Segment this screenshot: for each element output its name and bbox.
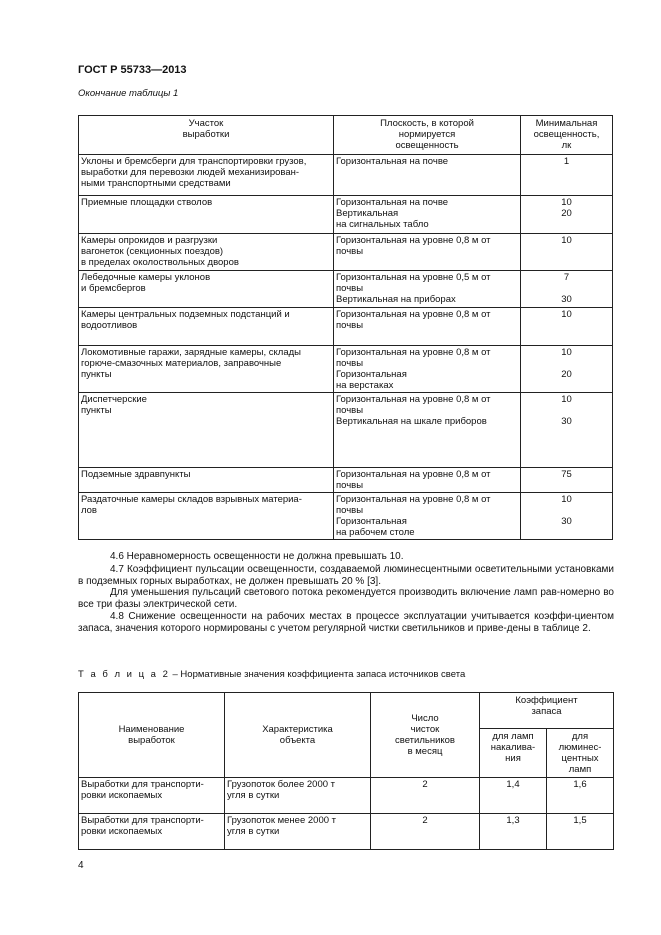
table-row xyxy=(79,468,613,493)
lux-text: 10 xyxy=(561,309,572,320)
plane-text: Горизонтальная на почве xyxy=(336,156,449,167)
table-continuation-label: Окончание таблицы 1 xyxy=(78,88,179,99)
fluorescent-text: 1,6 xyxy=(573,779,587,790)
cell-area xyxy=(79,196,334,234)
table-row xyxy=(79,493,613,540)
table-row xyxy=(79,346,613,393)
area-text: Лебедочные камеры уклонов и бремсбергов xyxy=(81,272,211,294)
table-row xyxy=(79,271,613,308)
header-plane-text: Плоскость, в которой нормируется освещенность xyxy=(380,118,474,151)
cleanings-text: 2 xyxy=(422,815,428,826)
area-text: Уклоны и бремсберги для транспортировки грузов, выработки для перевозки людей механизирован- ными транспортными средствами xyxy=(81,156,307,189)
table-header-row xyxy=(79,116,613,155)
header-cleanings-text: Число чисток светильников в месяц xyxy=(395,713,455,757)
cell-plane xyxy=(334,393,521,468)
area-text: Камеры опрокидов и разгрузки вагонеток (секционных поездов) в пределах околоствольных дворов xyxy=(81,235,239,268)
cell-name xyxy=(79,814,225,850)
cell-incandescent xyxy=(480,814,547,850)
cell-incandescent xyxy=(480,778,547,814)
lux-text: 75 xyxy=(561,469,572,480)
cell-lux xyxy=(521,234,613,271)
table-2-title: – Нормативные значения коэффициента запаса источников света xyxy=(169,669,466,680)
cell-plane xyxy=(334,468,521,493)
header-fluorescent-text: для люминес- центных ламп xyxy=(558,731,602,775)
maintenance-factor-table xyxy=(78,692,614,850)
plane-text: Горизонтальная на уровне 0,5 м от почвы Вертикальная на приборах xyxy=(336,272,491,305)
incandescent-text: 1,4 xyxy=(506,779,520,790)
name-text: Выработки для транспорти- ровки ископаемых xyxy=(81,779,204,801)
header-characteristic-text: Характеристика объекта xyxy=(262,724,333,746)
area-text: Камеры центральных подземных подстанций и водоотливов xyxy=(81,309,290,331)
lux-text: 10 20 xyxy=(561,347,572,380)
plane-text: Горизонтальная на уровне 0,8 м от почвы Горизонтальная на верстаках xyxy=(336,347,491,391)
name-text: Выработки для транспорти- ровки ископаемых xyxy=(81,815,204,837)
incandescent-text: 1,3 xyxy=(506,815,520,826)
cell-lux xyxy=(521,308,613,346)
cell-lux xyxy=(521,346,613,393)
header-coefficient xyxy=(480,693,614,729)
lux-text: 10 30 xyxy=(561,494,572,527)
table-row xyxy=(79,308,613,346)
cell-plane xyxy=(334,308,521,346)
lux-text: 1 xyxy=(563,156,570,167)
plane-text: Горизонтальная на уровне 0,8 м от почвы Горизонтальная на рабочем столе xyxy=(336,494,491,538)
table-2-caption xyxy=(78,669,614,680)
cell-plane xyxy=(334,234,521,271)
table-row xyxy=(79,155,613,196)
illuminance-table xyxy=(78,115,613,540)
cell-lux xyxy=(521,196,613,234)
lux-text: 7 30 xyxy=(561,272,572,305)
header-name xyxy=(79,693,225,778)
header-area xyxy=(79,116,334,155)
standard-number: ГОСТ Р 55733—2013 xyxy=(78,64,187,76)
header-coefficient-text: Коэффициент запаса xyxy=(515,695,578,717)
cell-lux xyxy=(521,155,613,196)
cell-area xyxy=(79,393,334,468)
paragraph-4-8: 4.8 Снижение освещенности на рабочих местах в процессе эксплуатации учитывается коэффи-циентом запаса, значения которого нормированы с учетом регулярной чистки светильников и приве-дены в таблице 2. xyxy=(78,610,614,634)
cell-area xyxy=(79,493,334,540)
plane-text: Горизонтальная на уровне 0,8 м от почвы xyxy=(336,235,491,257)
cell-plane xyxy=(334,196,521,234)
header-lux xyxy=(521,116,613,155)
plane-text: Горизонтальная на уровне 0,8 м от почвы Вертикальная на шкале приборов xyxy=(336,394,491,427)
cell-fluorescent xyxy=(547,778,614,814)
table-2-label: Т а б л и ц а 2 xyxy=(78,669,170,680)
cleanings-text: 2 xyxy=(422,779,428,790)
area-text: Локомотивные гаражи, зарядные камеры, склады горюче-смазочных материалов, заправочные пункты xyxy=(81,347,301,380)
area-text: Диспетчерские пункты xyxy=(81,394,147,416)
paragraph-4-7-note: Для уменьшения пульсаций светового потока рекомендуется производить включение ламп рав-номерно во все три фазы электрической сети. xyxy=(78,587,614,611)
lux-text: 10 30 xyxy=(561,394,572,427)
header-incandescent-text: для ламп накалива- ния xyxy=(490,731,536,764)
table-row xyxy=(79,778,614,814)
paragraph-4-7: 4.7 Коэффициент пульсации освещенности, создаваемой люминесцентными осветительными установками в подземных горных выработках, не должен превышать 20 % [3]. xyxy=(78,563,614,587)
area-text: Подземные здравпункты xyxy=(81,469,191,480)
header-lux-text: Минимальная освещенность, лк xyxy=(533,118,600,151)
cell-area xyxy=(79,155,334,196)
table-row xyxy=(79,393,613,468)
lux-text: 10 xyxy=(561,235,572,246)
cell-plane xyxy=(334,271,521,308)
cell-area xyxy=(79,271,334,308)
paragraph-4-6: 4.6 Неравномерность освещенности не должна превышать 10. xyxy=(110,551,404,562)
cell-characteristic xyxy=(225,778,371,814)
header-incandescent xyxy=(480,729,547,778)
cell-area xyxy=(79,468,334,493)
table-row xyxy=(79,814,614,850)
header-name-text: Наименование выработок xyxy=(118,724,185,746)
cell-area xyxy=(79,308,334,346)
cell-cleanings xyxy=(371,778,480,814)
table-row xyxy=(79,196,613,234)
cell-lux xyxy=(521,468,613,493)
header-area-text: Участок выработки xyxy=(182,118,230,140)
cell-area xyxy=(79,234,334,271)
page-number: 4 xyxy=(78,860,84,871)
cell-plane xyxy=(334,155,521,196)
fluorescent-text: 1,5 xyxy=(573,815,587,826)
cell-lux xyxy=(521,493,613,540)
table-header-row xyxy=(79,693,614,729)
cell-plane xyxy=(334,493,521,540)
cell-name xyxy=(79,778,225,814)
cell-lux xyxy=(521,393,613,468)
header-plane xyxy=(334,116,521,155)
cell-lux xyxy=(521,271,613,308)
plane-text: Горизонтальная на уровне 0,8 м от почвы xyxy=(336,469,491,491)
plane-text: Горизонтальная на почве Вертикальная на сигнальных табло xyxy=(336,197,449,230)
cell-area xyxy=(79,346,334,393)
lux-text: 10 20 xyxy=(561,197,572,219)
header-cleanings xyxy=(371,693,480,778)
header-characteristic xyxy=(225,693,371,778)
header-fluorescent xyxy=(547,729,614,778)
characteristic-text: Грузопоток более 2000 т угля в сутки xyxy=(227,779,336,801)
cell-fluorescent xyxy=(547,814,614,850)
area-text: Приемные площадки стволов xyxy=(81,197,213,208)
plane-text: Горизонтальная на уровне 0,8 м от почвы xyxy=(336,309,491,331)
characteristic-text: Грузопоток менее 2000 т угля в сутки xyxy=(227,815,337,837)
cell-cleanings xyxy=(371,814,480,850)
cell-characteristic xyxy=(225,814,371,850)
table-row xyxy=(79,234,613,271)
area-text: Раздаточные камеры складов взрывных материа- лов xyxy=(81,494,302,516)
body-text xyxy=(78,551,614,635)
cell-plane xyxy=(334,346,521,393)
